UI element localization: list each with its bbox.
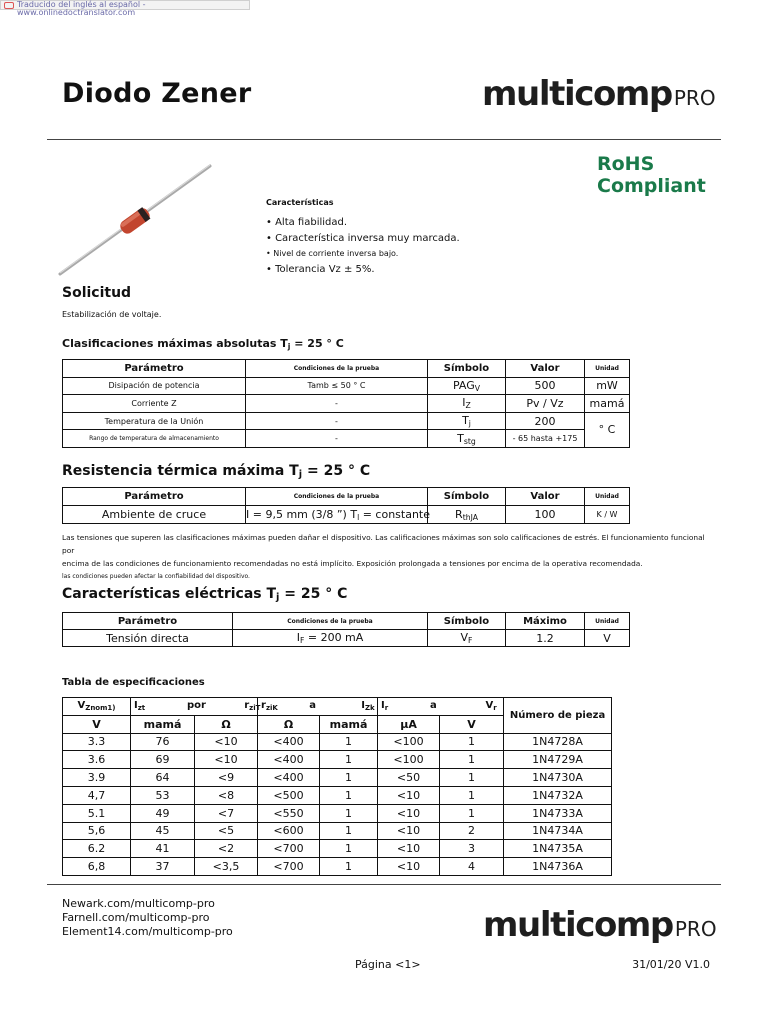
unit-cell: Ω: [258, 715, 320, 733]
cell: mW: [585, 377, 630, 395]
cell: <10: [195, 751, 258, 769]
table-row: [63, 786, 612, 804]
cell: -: [246, 395, 428, 413]
cell: I = 9,5 mm (3/8 ”) $T_l$ = constante: [246, 507, 431, 522]
cell: <500: [258, 786, 320, 804]
cell: <550: [258, 804, 320, 822]
table-row: [63, 769, 612, 787]
footer-link[interactable]: Farnell.com/multicomp-pro: [62, 911, 210, 924]
cell: 1: [320, 858, 378, 876]
cell: Tamb ≤ 50 ° C: [246, 377, 428, 395]
cell: $R_{thJA}$: [428, 506, 506, 524]
cell: <700: [258, 840, 320, 858]
table-row: [63, 630, 630, 647]
cell: 76: [131, 733, 195, 751]
abs-ratings-table: [62, 359, 630, 448]
group-ir-vr: $I_r$ a $V_r$: [378, 698, 504, 716]
cell: $T_j$: [428, 412, 506, 430]
unit-cell: μA: [378, 715, 440, 733]
abs-ratings-heading: Clasificaciones máximas absolutas $T_j = 25$ ° C: [62, 337, 344, 351]
cell: <5: [195, 822, 258, 840]
header-val: Valor: [506, 360, 585, 378]
cell: 69: [131, 751, 195, 769]
cell: -: [246, 412, 428, 430]
page-number: Página <1>: [355, 958, 421, 971]
cell: 3.6: [63, 751, 131, 769]
cell: <10: [378, 822, 440, 840]
cell: 1: [320, 804, 378, 822]
spec-group-header-row: [63, 698, 612, 716]
cell: K / W: [585, 506, 630, 524]
cell: 1N4729A: [504, 751, 612, 769]
banner-text: Traducido del inglés al español - www.onlinedoctranslator.com: [17, 0, 146, 17]
table-header-row: [63, 613, 630, 630]
cell: 4: [440, 858, 504, 876]
group-izt-rzt: $I_{zt}$ por $r_{ziT}$: [131, 698, 258, 716]
multicomp-pro-logo: [482, 74, 716, 114]
header-max: Máximo: [506, 613, 585, 630]
logo-suffix-text: PRO: [674, 917, 717, 941]
page-title: Diodo Zener: [62, 78, 252, 109]
thermal-heading: Resistencia térmica máxima $T_j = 25$ ° C: [62, 463, 371, 480]
stress-note: [62, 531, 712, 583]
cell: 1: [320, 751, 378, 769]
cell: <10: [195, 733, 258, 751]
cell: 1: [320, 733, 378, 751]
cell: 1: [320, 786, 378, 804]
cell: <10: [378, 804, 440, 822]
document-date-version: 31/01/20 V1.0: [632, 958, 710, 971]
cell: Temperatura de la Unión: [63, 412, 246, 430]
unit-cell: mamá: [131, 715, 195, 733]
cell: <100: [378, 751, 440, 769]
cell: Corriente Z: [63, 395, 246, 413]
cell: 1: [440, 804, 504, 822]
cell: <3,5: [195, 858, 258, 876]
feature-item: • Alta fiabilidad.: [266, 217, 348, 228]
cell: 6,8: [63, 858, 131, 876]
unit-cell: mamá: [320, 715, 378, 733]
cell: 3.9: [63, 769, 131, 787]
cell: <8: [195, 786, 258, 804]
logo-main-text: multicomp: [483, 905, 673, 945]
cell: 64: [131, 769, 195, 787]
note-line: las condiciones pueden afectar la confiabilidad del dispositivo.: [62, 573, 250, 580]
cell: 2: [440, 822, 504, 840]
cell: <600: [258, 822, 320, 840]
note-line: Las tensiones que superen las clasificaciones máximas pueden dañar el dispositivo. Las calificaciones máximas son solo calificaciones de estrés. El funcionamiento funcional por: [62, 533, 705, 555]
rohs-line1: RoHS: [597, 153, 655, 175]
cell: <400: [258, 769, 320, 787]
cell: 1N4735A: [504, 840, 612, 858]
electrical-table: [62, 612, 630, 647]
cell: 1.2: [506, 630, 585, 647]
cell: 1: [320, 769, 378, 787]
header-val: Valor: [506, 488, 585, 506]
cell: $PAG_V$: [428, 377, 506, 395]
cell: 53: [131, 786, 195, 804]
cell: 200: [506, 412, 585, 430]
cell: 1: [320, 822, 378, 840]
logo-main-text: multicomp: [482, 74, 672, 114]
cell: <50: [378, 769, 440, 787]
table-row: [63, 804, 612, 822]
table-row: [63, 733, 612, 751]
rohs-line2: Compliant: [597, 175, 706, 197]
cell: - 65 hasta +175: [506, 430, 585, 448]
cell: <100: [378, 733, 440, 751]
cell: $I_Z$: [428, 395, 506, 413]
group-vz: $V_{Znom1)}$: [63, 698, 131, 716]
cell: <700: [258, 858, 320, 876]
header-unit: Unidad: [585, 360, 630, 378]
cell: 49: [131, 804, 195, 822]
cell: <2: [195, 840, 258, 858]
logo-suffix-text: PRO: [673, 86, 716, 110]
cell: Disipación de potencia: [63, 377, 246, 395]
cell: 41: [131, 840, 195, 858]
cell: 6.2: [63, 840, 131, 858]
cell: 37: [131, 858, 195, 876]
cell: $T_{stg}$: [428, 430, 506, 448]
cell: Tensión directa: [63, 630, 233, 647]
cell: 1N4730A: [504, 769, 612, 787]
cell: <400: [258, 733, 320, 751]
cell: <400: [258, 751, 320, 769]
feature-item: • Característica inversa muy marcada.: [266, 232, 460, 244]
cell: <10: [378, 858, 440, 876]
footer-link[interactable]: Element14.com/multicomp-pro: [62, 925, 233, 938]
electrical-heading: Características eléctricas $T_j = 25$ ° C: [62, 586, 348, 603]
footer-link[interactable]: Newark.com/multicomp-pro: [62, 897, 215, 910]
cell: 3.3: [63, 733, 131, 751]
header-cond: Condiciones de la prueba: [246, 488, 428, 506]
cell: 1: [440, 769, 504, 787]
cell: 1N4733A: [504, 804, 612, 822]
header-unit: Unidad: [585, 488, 630, 506]
table-row: [63, 822, 612, 840]
translation-banner[interactable]: [0, 0, 250, 17]
cell: <10: [378, 840, 440, 858]
group-rzk-izk: $r_{ziK}$ a $I_{Zk}$: [258, 698, 378, 716]
footer-divider: [47, 884, 721, 885]
cell: 1: [440, 751, 504, 769]
table-row: [63, 751, 612, 769]
cell: 5,6: [63, 822, 131, 840]
cell: Rango de temperatura de almacenamiento: [63, 430, 246, 448]
feature-item: • Nivel de corriente inversa bajo.: [266, 249, 399, 258]
header-unit: Unidad: [585, 613, 630, 630]
cell: -: [246, 430, 428, 448]
spec-body: [63, 733, 612, 875]
header-divider: [47, 139, 721, 140]
cell: 1N4734A: [504, 822, 612, 840]
cell: 1: [320, 840, 378, 858]
header-param: Parámetro: [63, 360, 246, 378]
cell: 1: [440, 786, 504, 804]
cell: 5.1: [63, 804, 131, 822]
cell: 1N4736A: [504, 858, 612, 876]
spec-table: [62, 697, 612, 876]
cell: Pv / Vz: [506, 395, 585, 413]
features-heading: Características: [266, 198, 334, 207]
cell: 1N4732A: [504, 786, 612, 804]
cell: <9: [195, 769, 258, 787]
header-sym: Símbolo: [428, 360, 506, 378]
cell: Ambiente de cruce: [63, 506, 246, 524]
header-sym: Símbolo: [428, 488, 506, 506]
table-row: [63, 395, 630, 413]
spec-heading: Tabla de especificaciones: [62, 677, 205, 688]
unit-cell: V: [440, 715, 504, 733]
table-header-row: [63, 360, 630, 378]
cell: 500: [506, 377, 585, 395]
multicomp-pro-footer-logo: [483, 905, 717, 945]
cell: $I_F = 200$ mA: [233, 630, 428, 647]
translator-icon: [4, 2, 14, 9]
thermal-table: [62, 487, 630, 524]
header-part-number: Número de pieza: [504, 698, 612, 734]
unit-cell: Ω: [195, 715, 258, 733]
cell: V: [585, 630, 630, 647]
cell: $V_F$: [428, 630, 506, 647]
cell: 45: [131, 822, 195, 840]
table-row: [63, 430, 630, 448]
table-header-row: [63, 488, 630, 506]
cell: <7: [195, 804, 258, 822]
cell: mamá: [585, 395, 630, 413]
cell: 3: [440, 840, 504, 858]
table-row: [63, 506, 630, 524]
zener-diode-image: [60, 162, 214, 274]
cell: ° C: [585, 412, 630, 447]
header-cond: Condiciones de la prueba: [233, 613, 428, 630]
cell: 100: [506, 506, 585, 524]
table-row: [63, 412, 630, 430]
header-param: Parámetro: [63, 613, 233, 630]
rohs-badge: [597, 153, 706, 197]
features-block: [266, 198, 460, 277]
application-heading: Solicitud: [62, 285, 132, 301]
cell: <10: [378, 786, 440, 804]
cell: 1: [440, 733, 504, 751]
feature-item: • Tolerancia Vz ± 5%.: [266, 263, 375, 275]
header-param: Parámetro: [63, 488, 246, 506]
note-line: encima de las condiciones de funcionamiento recomendadas no está implícito. Exposición prolongada a tensiones por encima de la operativa recomendada.: [62, 559, 643, 568]
table-row: [63, 377, 630, 395]
table-row: [63, 858, 612, 876]
footer-links: [62, 897, 233, 939]
header-sym: Símbolo: [428, 613, 506, 630]
unit-cell: V: [63, 715, 131, 733]
table-row: [63, 840, 612, 858]
cell: 4,7: [63, 786, 131, 804]
header-cond: Condiciones de la prueba: [246, 360, 428, 378]
cell: 1N4728A: [504, 733, 612, 751]
application-text: Estabilización de voltaje.: [62, 310, 162, 319]
